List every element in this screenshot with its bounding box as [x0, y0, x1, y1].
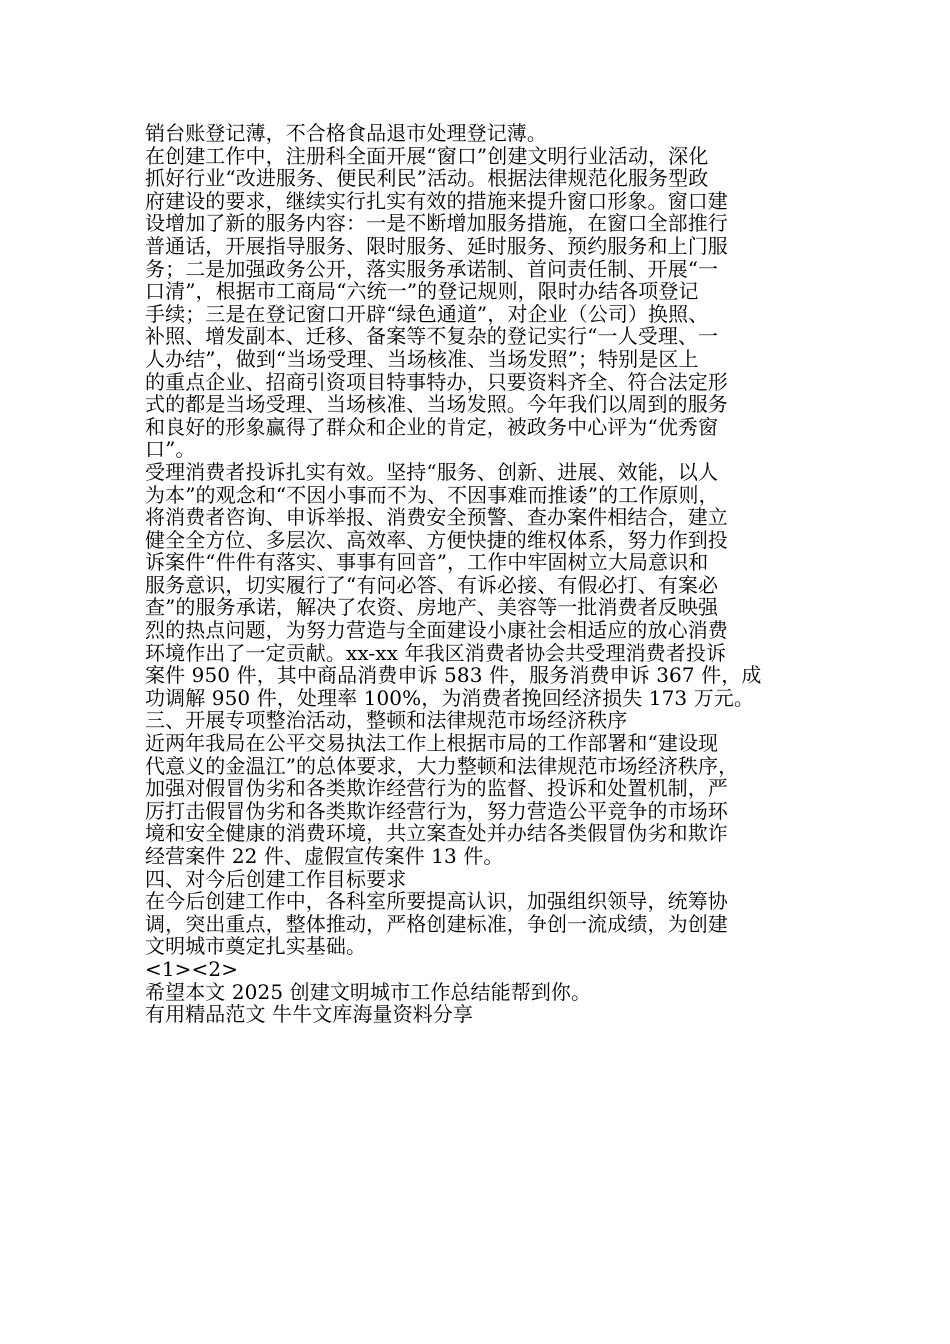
paragraph-line: 将消费者咨询、申诉举报、消费安全预警、查办案件相结合，建立 — [145, 505, 728, 530]
paragraph-line: 设增加了新的服务内容：一是不断增加服务措施，在窗口全部推行 — [145, 211, 728, 236]
paragraph-line: 功调解 950 件，处理率 100%，为消费者挽回经济损失 173 万元。 — [145, 685, 755, 710]
paragraph-line: 手续；三是在登记窗口开辟“绿色通道”，对企业（公司）换照、 — [145, 301, 709, 326]
paragraph-line: 府建设的要求，继续实行扎实有效的措施来提升窗口形象。窗口建 — [145, 188, 728, 213]
footer-note: 有用精品范文 牛牛文库海量资料分享 — [145, 1002, 474, 1027]
paragraph-line: 近两年我局在公平交易执法工作上根据市局的工作部署和“建设现 — [145, 731, 719, 756]
closing-line: 希望本文 2025 创建文明城市工作总结能帮到你。 — [145, 979, 592, 1004]
paragraph-line: 经营案件 22 件、虚假宣传案件 13 件。 — [145, 844, 504, 868]
paragraph-line: 厉打击假冒伪劣和各类欺诈经营行为，努力营造公平竞争的市场环 — [145, 798, 728, 823]
paragraph-line: 销台账登记薄，不合格食品退市处理登记薄。 — [145, 121, 547, 145]
page-markers: <1><2> — [145, 956, 239, 981]
paragraph-line: 受理消费者投诉扎实有效。坚持“服务、创新、进展、效能，以人 — [145, 459, 719, 484]
paragraph-line: 抓好行业“改进服务、便民利民”活动。根据法律规范化服务型政 — [145, 166, 709, 191]
paragraph-line: 口清”，根据市工商局“六统一”的登记规则，限时办结各项登记 — [145, 279, 699, 304]
paragraph-line: 查”的服务承诺，解决了农资、房地产、美容等一批消费者反映强 — [145, 595, 719, 620]
paragraph-line: 的重点企业、招商引资项目特事特办，只要资料齐全、符合法定形 — [145, 369, 728, 394]
paragraph-line: 人办结”，做到“当场受理、当场核准、当场发照”；特别是区上 — [145, 346, 699, 371]
paragraph-line: 和良好的形象赢得了群众和企业的肯定，被政务中心评为“优秀窗 — [145, 414, 719, 439]
paragraph-line: 案件 950 件，其中商品消费申诉 583 件，服务消费申诉 367 件，成 — [145, 663, 762, 688]
paragraph-line: 为本”的观念和“不因小事而不为、不因事难而推诿”的工作原则， — [145, 482, 719, 507]
paragraph-line: 诉案件“件件有落实、事事有回音”，工作中牢固树立大局意识和 — [145, 550, 709, 575]
section-heading: 四、对今后创建工作目标要求 — [145, 866, 407, 891]
paragraph-line: 境和安全健康的消费环境，共立案查处并办结各类假冒伪劣和欺诈 — [145, 821, 728, 846]
paragraph-line: 在今后创建工作中，各科室所要提高认识，加强组织领导，统筹协 — [145, 889, 728, 914]
document-body — [145, 122, 805, 1026]
paragraph-line: 务；二是加强政务公开，落实服务承诺制、首问责任制、开展“一 — [145, 256, 719, 281]
paragraph-line: 健全全方位、多层次、高效率、方便快捷的维权体系，努力作到投 — [145, 527, 728, 552]
section-heading: 三、开展专项整治活动，整顿和法律规范市场经济秩序 — [145, 708, 628, 733]
paragraph-line: 代意义的金温江”的总体要求，大力整顿和法律规范市场经济秩序， — [145, 753, 739, 778]
paragraph-line: 普通话，开展指导服务、限时服务、延时服务、预约服务和上门服 — [145, 233, 728, 258]
paragraph-line: 调，突出重点，整体推动，严格创建标准，争创一流成绩，为创建 — [145, 911, 728, 936]
paragraph-line: 在创建工作中，注册科全面开展“窗口”创建文明行业活动，深化 — [145, 143, 709, 168]
paragraph-line: 式的都是当场受理、当场核准、当场发照。今年我们以周到的服务 — [145, 392, 728, 417]
paragraph-line: 烈的热点问题，为努力营造与全面建设小康社会相适应的放心消费 — [145, 618, 728, 643]
paragraph-line: 补照、增发副本、迁移、备案等不复杂的登记实行“一人受理、一 — [145, 324, 719, 349]
paragraph-line: 环境作出了一定贡献。xx-xx 年我区消费者协会共受理消费者投诉 — [145, 640, 727, 665]
paragraph-line: 文明城市奠定扎实基础。 — [145, 934, 367, 959]
paragraph-line: 加强对假冒伪劣和各类欺诈经营行为的监督、投诉和处置机制，严 — [145, 776, 728, 801]
paragraph-line: 服务意识，切实履行了“有问必答、有诉必接、有假必打、有案必 — [145, 572, 719, 597]
paragraph-line: 口”。 — [145, 437, 196, 462]
